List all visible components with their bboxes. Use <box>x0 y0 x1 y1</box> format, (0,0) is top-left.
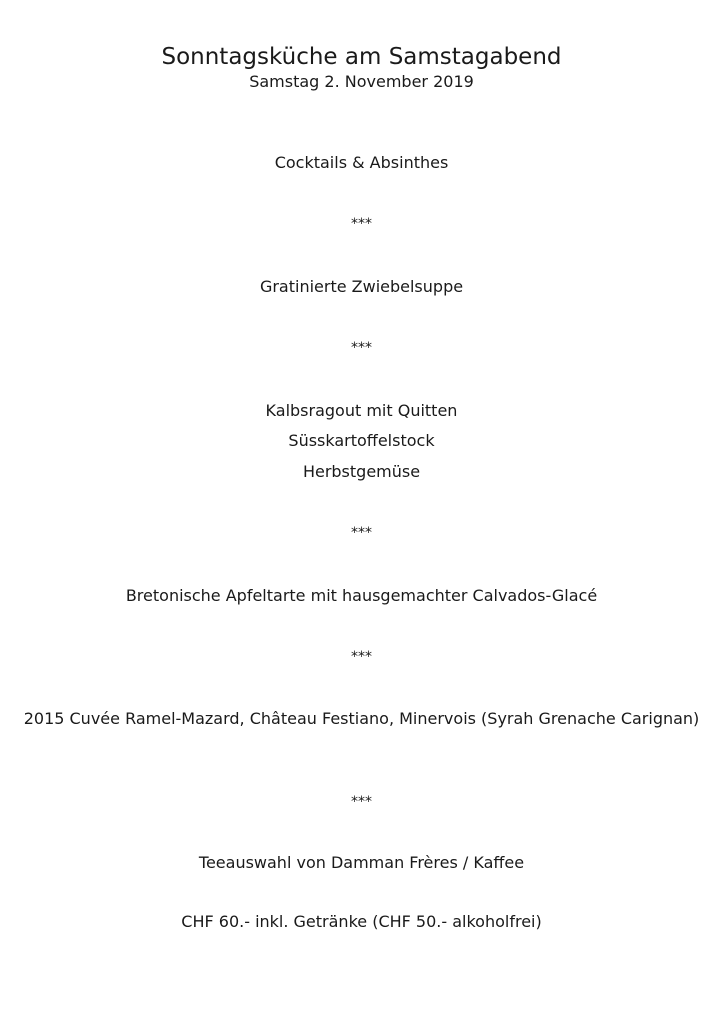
separator: *** <box>351 340 372 356</box>
separator: *** <box>351 649 372 665</box>
price-line: CHF 60.- inkl. Getränke (CHF 50.- alkoholfrei) <box>181 912 542 931</box>
separator: *** <box>351 525 372 541</box>
course-soup: Gratinierte Zwiebelsuppe <box>259 277 464 296</box>
course-main-ragout: Kalbsragout mit Quitten <box>265 401 458 420</box>
course-main-vegetables: Herbstgemüse <box>302 462 421 481</box>
menu-date: Samstag 2. November 2019 <box>249 72 474 91</box>
separator: *** <box>351 794 372 810</box>
course-cocktails: Cocktails & Absinthes <box>274 153 449 172</box>
wine-pairing: 2015 Cuvée Ramel-Mazard, Château Festiano, Minervois (Syrah Grenache Carignan) <box>23 709 700 728</box>
course-tea-coffee: Teeauswahl von Damman Frères / Kaffee <box>198 853 525 872</box>
course-dessert: Bretonische Apfeltarte mit hausgemachter Calvados-Glacé <box>125 586 598 605</box>
menu-title: Sonntagsküche am Samstagabend <box>161 44 562 70</box>
course-main-side: Süsskartoffelstock <box>288 431 435 450</box>
separator: *** <box>351 216 372 232</box>
